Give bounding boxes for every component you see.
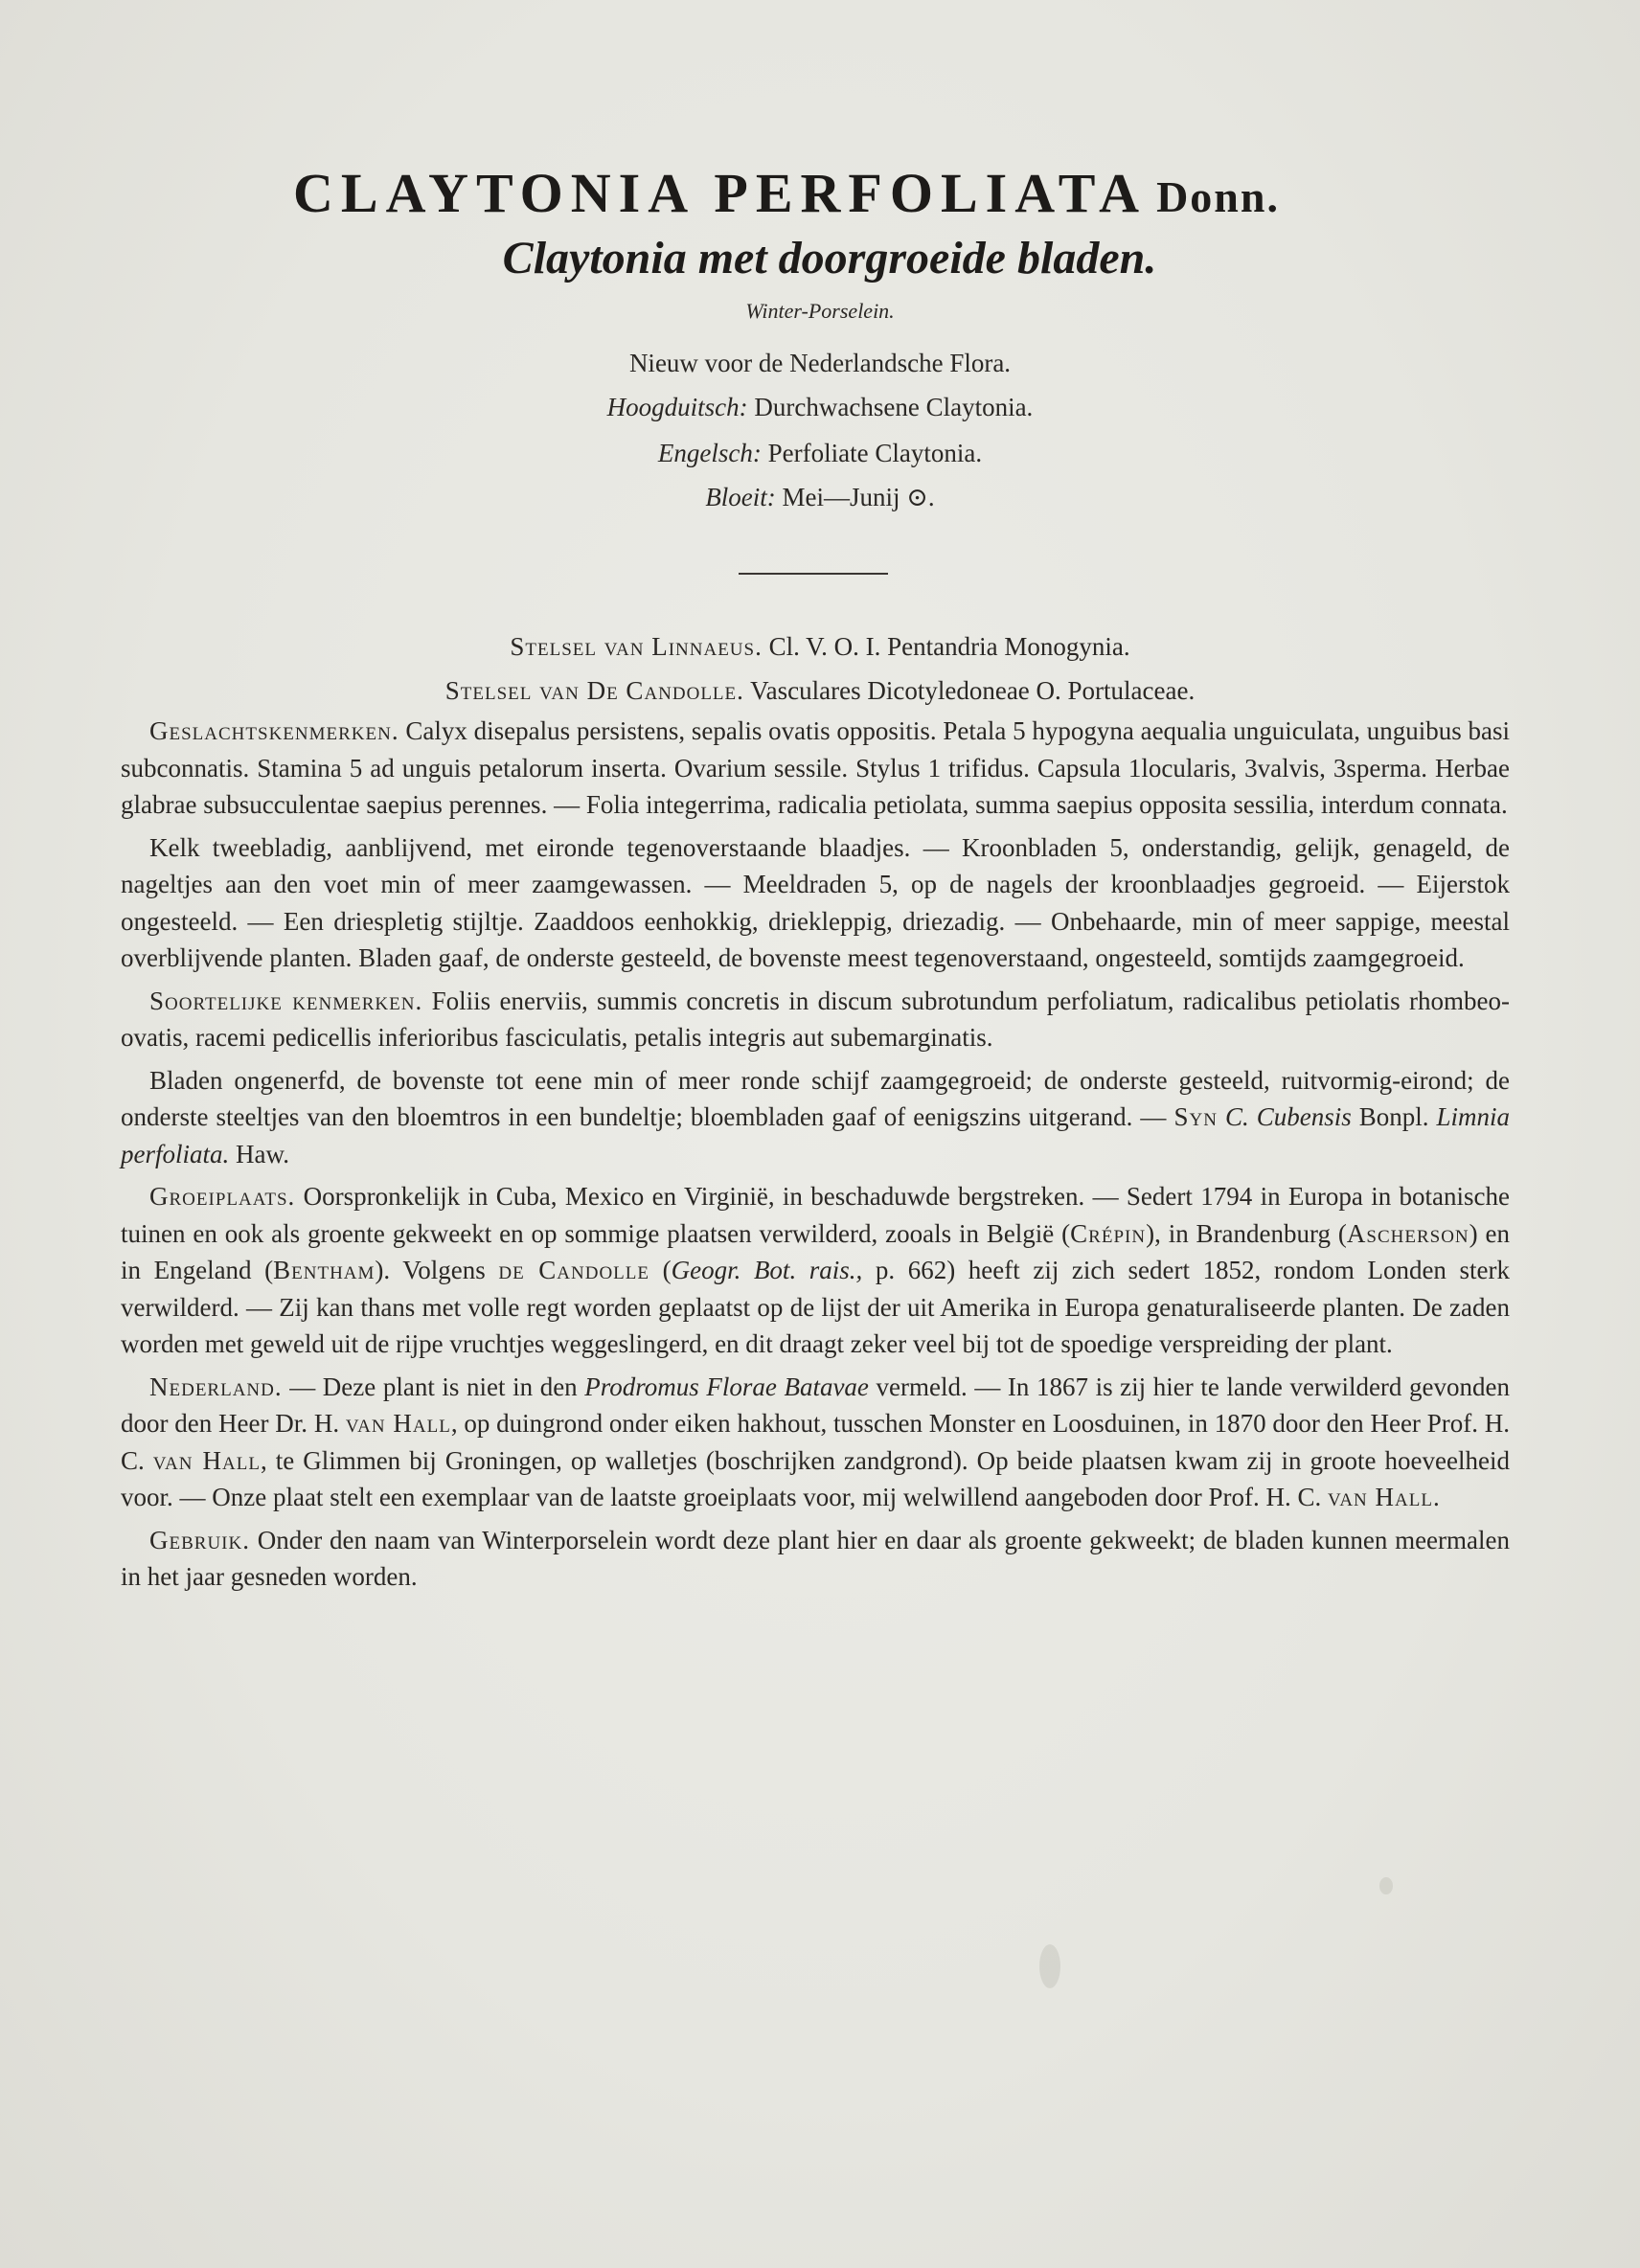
stain <box>1039 1944 1060 1988</box>
paragraph-text: ). Volgens <box>375 1256 486 1284</box>
paragraph-nederland <box>121 1369 1510 1516</box>
paragraph-geslacht <box>121 713 1510 824</box>
syn-name: C. Cubensis <box>1224 1102 1352 1131</box>
bloom-period <box>0 483 1640 512</box>
english-value: Perfoliate Claytonia. <box>767 439 983 467</box>
german-value: Durchwachsene Claytonia. <box>754 393 1034 421</box>
title-main: CLAYTONIA PERFOLIATA <box>293 162 1148 224</box>
section-label: Geslachtskenmerken. <box>149 716 399 745</box>
paragraph-groeiplaats <box>121 1178 1510 1363</box>
person-name: van Hall <box>152 1445 261 1475</box>
linnaeus-system <box>0 632 1640 662</box>
german-name <box>0 393 1640 422</box>
linnaeus-label: Stelsel van Linnaeus. <box>510 632 763 661</box>
paragraph-text: ) en in Engeland ( <box>121 1218 1511 1284</box>
paragraph-text: , op duingrond onder eiken hakhout, tusschen Monster en Loosduinen, in 1870 door den Heer Prof. H. C. <box>121 1409 1510 1475</box>
paragraph-text: Foliis enerviis, summis concretis in discum subrotundum perfoliatum, radicalibus petiolatis rhombeo-ovatis, racemi pedicellis inferioribus fasciculatis, petalis integris aut subemarginatis. <box>121 986 1510 1052</box>
paragraph-text: — Deze plant is niet in den <box>289 1372 578 1401</box>
title-author: Donn. <box>1156 172 1280 221</box>
bloom-value: Mei—Junij ⊙. <box>782 483 935 511</box>
stain <box>1379 1877 1393 1894</box>
person-name: Ascherson <box>1346 1218 1469 1248</box>
syn-label: Syn <box>1173 1102 1218 1131</box>
candolle-value: Vasculares Dicotyledoneae O. Portulaceae. <box>750 676 1196 705</box>
paragraph-gebruik <box>121 1522 1510 1596</box>
section-label: Soortelijke kenmerken. <box>149 986 423 1015</box>
paragraph-bladen <box>121 1062 1510 1173</box>
paragraph-text: Oorspronkelijk in Cuba, Mexico en Virginië, in beschaduwde bergstreken. — Sedert 1794 in Europa in botanische tuinen en ook als groente gekweekt en op sommige plaatsen verwilderd, zooals in België ( <box>121 1182 1511 1248</box>
linnaeus-value: Cl. V. O. I. Pentandria Monogynia. <box>768 632 1130 661</box>
paragraph-text: Calyx disepalus persistens, sepalis ovatis oppositis. Petala 5 hypogyna aequalia unguiculata, unguibus basi subconnatis. Stamina 5 ad unguis petalorum inserta. Ovarium sessile. Stylus 1 trifidus. Capsula 1locularis, 3valvis, 3sperma. Herbae glabrae subsucculentae saepius perennes. — Folia integerrima, radicalia petiolata, summa saepius opposita sessilia, interdum connata. <box>121 716 1511 819</box>
dutch-name: Claytonia met doorgroeide bladen. <box>502 233 1157 284</box>
section-label: Nederland. <box>149 1372 283 1401</box>
section-label: Groeiplaats. <box>149 1182 296 1211</box>
paragraph-text: ), in Brandenburg ( <box>1146 1218 1347 1248</box>
vernacular-name: Winter-Porselein. <box>745 299 895 323</box>
person-name: van Hall <box>1328 1483 1433 1511</box>
person-name: van Hall <box>345 1409 451 1438</box>
body-text <box>121 713 1510 1601</box>
english-label: Engelsch: <box>657 439 762 467</box>
syn-author: Haw. <box>236 1139 289 1168</box>
divider <box>739 573 888 575</box>
bloom-label: Bloeit: <box>705 483 776 511</box>
syn-author: Bonpl. <box>1358 1102 1429 1131</box>
paragraph-kelk <box>121 829 1510 977</box>
reference-title: Geogr. Bot. rais., <box>671 1256 863 1284</box>
paragraph-text: . <box>1432 1483 1440 1511</box>
paragraph-text: p. 662) heeft zij zich sedert 1852, rondom Londen sterk verwilderd. — Zij kan thans met volle regt worden geplaatst op de lijst der uit Amerika in Europa genaturaliseerde planten. De zaden worden met geweld uit de rijpe vruchtjes weggeslingerd, en dit draagt zeker veel bij tot de spoedige verspreiding der plant. <box>121 1256 1511 1358</box>
person-name: de Candolle <box>498 1256 650 1284</box>
paragraph-text: , te Glimmen bij Groningen, op walletjes (boschrijken zandgrond). Op beide plaatsen kwam zij in groote hoeveelheid voor. — Onze plaat stelt een exemplaar van de laatste groeiplaats voor, mij welwillend aangeboden door Prof. H. C. <box>121 1445 1510 1511</box>
german-label: Hoogduitsch: <box>606 393 748 421</box>
syn-name: Limnia perfoliata. <box>121 1102 1511 1168</box>
person-name: Crépin <box>1070 1218 1147 1248</box>
section-label: Gebruik. <box>149 1525 250 1554</box>
candolle-system <box>0 676 1640 706</box>
paragraph-text: vermeld. — In 1867 is zij hier te lande verwilderd gevonden door den Heer Dr. H. <box>121 1372 1510 1438</box>
page-title <box>293 161 1280 225</box>
reference-title: Prodromus Florae Batavae <box>584 1372 869 1401</box>
paragraph-text: Bladen ongenerfd, de bovenste tot eene min of meer ronde schijf zaamgegroeid; de onderste gesteeld, ruitvormig-eirond; de onderste steeltjes van den bloemtros in een bundeltje; bloembladen gaaf of eenigszins uitgerand. — <box>121 1065 1510 1131</box>
paragraph-text: Onder den naam van Winterporselein wordt deze plant hier en daar als groente gekweekt; de bladen kunnen meermalen in het jaar gesneden worden. <box>121 1525 1510 1591</box>
english-name <box>0 439 1640 468</box>
candolle-label: Stelsel van De Candolle. <box>444 676 744 705</box>
person-name: Bentham <box>273 1256 376 1284</box>
paragraph-text: ( <box>662 1256 672 1284</box>
paragraph-soort <box>121 983 1510 1056</box>
paragraph-text: Kelk tweebladig, aanblijvend, met eironde tegenoverstaande blaadjes. — Kroonbladen 5, onderstandig, gelijk, genageld, de nageltjes aan den voet min of meer zaamgewassen. — Meeldraden 5, op de nagels der kroonblaadjes gegroeid. — Eijerstok ongesteeld. — Een driespletig stijltje. Zaaddoos eenhokkig, driekleppig, driezadig. — Onbehaarde, min of meer sappige, meestal overblijvende planten. Bladen gaaf, de onderste gesteeld, de bovenste meest tegenoverstaand, ongesteeld, somtijds zaamgegroeid. <box>121 832 1510 972</box>
flora-note: Nieuw voor de Nederlandsche Flora. <box>628 349 1012 377</box>
